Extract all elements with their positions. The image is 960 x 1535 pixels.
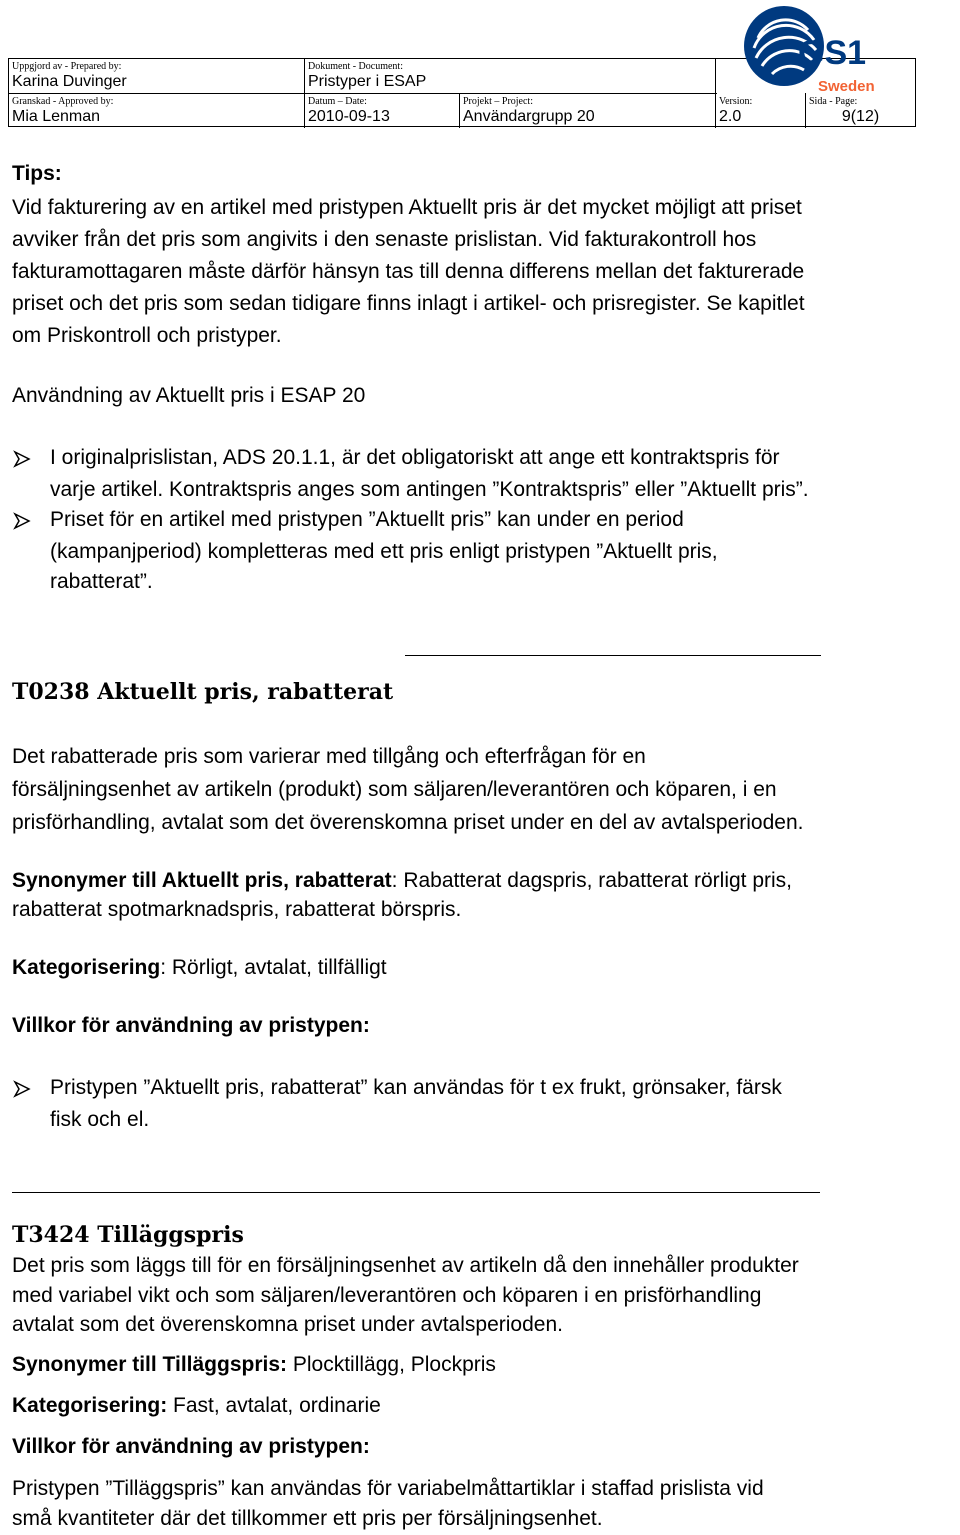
category-label: Kategorisering xyxy=(12,956,161,979)
category-label: Kategorisering: xyxy=(12,1394,168,1417)
synonyms-text: Rabatterat dagspris, rabatterat rörligt pris, xyxy=(397,869,793,892)
prepared-by-value: Karina Duvinger xyxy=(12,73,127,90)
page-value: 9(12) xyxy=(841,108,880,125)
synonyms-label: Synonymer till Tilläggspris: xyxy=(12,1353,288,1376)
t3424-desc-line: Det pris som läggs till för en försäljningsenhet av artikeln då den innehåller produkter xyxy=(12,1254,799,1277)
version-value: 2.0 xyxy=(719,108,742,125)
gs1-wordmark: GS1 xyxy=(798,34,867,72)
t0238-synonyms xyxy=(12,865,792,897)
synonyms-colon: : xyxy=(391,869,398,892)
approved-by-cell xyxy=(9,94,304,128)
category-text: : Rörligt, avtalat, tillfälligt xyxy=(160,956,387,979)
section-separator xyxy=(405,655,821,656)
usage-bullet-line: I originalprislistan, ADS 20.1.1, är det obligatoriskt att ange ett kontraktspris för xyxy=(50,446,780,469)
t0238-desc-line: prisförhandling, avtalat som det överenskomna priset under en del av avtalsperioden. xyxy=(12,811,804,834)
page-cell xyxy=(806,94,915,128)
t3424-category xyxy=(12,1390,381,1422)
t3424-conditions-heading: Villkor för användning av pristypen: xyxy=(12,1435,370,1458)
prepared-by-label: Uppgjord av - Prepared by: xyxy=(12,61,122,72)
t3424-synonyms xyxy=(12,1349,496,1381)
tips-line: om Priskontroll och pristyper. xyxy=(12,324,282,347)
t0238-synonyms-cont: rabatterat spotmarknadspris, rabatterat börspris. xyxy=(12,898,462,921)
document-cell xyxy=(305,59,715,93)
gs1-sweden-logo xyxy=(738,4,888,94)
usage-bullet-line: Priset för en artikel med pristypen ”Aktuellt pris” kan under en period xyxy=(50,508,684,531)
t0238-title: T0238 Aktuellt pris, rabatterat xyxy=(12,679,394,705)
date-value: 2010-09-13 xyxy=(308,108,390,125)
page-label: Sida - Page: xyxy=(809,96,858,107)
project-value: Användargrupp 20 xyxy=(463,108,595,125)
prepared-by-cell xyxy=(9,59,304,93)
t0238-conditions-line: Pristypen ”Aktuellt pris, rabatterat” kan användas för t ex frukt, grönsaker, färsk xyxy=(50,1076,782,1099)
t3424-desc-line: med variabel vikt och som säljaren/leverantören och köparen i en prisförhandling xyxy=(12,1284,762,1307)
t0238-desc-line: Det rabatterade pris som varierar med tillgång och efterfrågan för en xyxy=(12,745,646,768)
tips-line: avviker från det pris som angivits i den senaste prislistan. Vid fakturakontroll hos xyxy=(12,228,757,251)
t0238-conditions-heading: Villkor för användning av pristypen: xyxy=(12,1014,370,1037)
tips-heading: Tips: xyxy=(12,162,62,185)
arrowhead-bullet-icon xyxy=(12,1079,32,1099)
usage-bullet-line: varje artikel. Kontraktspris anges som antingen ”Kontraktspris” eller ”Aktuellt pris”. xyxy=(50,478,809,501)
t3424-conditions-line: små kvantiteter där det tillkommer ett pris per försäljningsenhet. xyxy=(12,1507,603,1530)
usage-bullet-line: (kampanjperiod) kompletteras med ett pris enligt pristypen ”Aktuellt pris, xyxy=(50,540,718,563)
category-text: Fast, avtalat, ordinarie xyxy=(167,1394,381,1417)
sweden-wordmark: Sweden xyxy=(818,78,875,94)
t3424-title: T3424 Tilläggspris xyxy=(12,1222,244,1248)
date-label: Datum – Date: xyxy=(308,96,367,107)
synonyms-label: Synonymer till Aktuellt pris, rabatterat xyxy=(12,869,392,892)
approved-by-value: Mia Lenman xyxy=(12,108,101,125)
section-separator xyxy=(12,1192,820,1193)
arrowhead-bullet-icon xyxy=(12,449,32,469)
usage-bullet-line: rabatterat”. xyxy=(50,570,153,593)
tips-line: priset och det pris som sedan tidigare finns inlagt i artikel- och prisregister. Se kapitlet xyxy=(12,292,805,315)
project-cell xyxy=(460,94,715,128)
document-value: Pristyper i ESAP xyxy=(308,73,427,90)
t3424-conditions-line: Pristypen ”Tilläggspris” kan användas för variabelmåttartiklar i staffad prislista vid xyxy=(12,1477,764,1500)
version-label: Version: xyxy=(719,96,753,107)
synonyms-text: Plocktillägg, Plockpris xyxy=(287,1353,496,1376)
usage-heading: Användning av Aktuellt pris i ESAP 20 xyxy=(12,384,366,407)
document-label: Dokument - Document: xyxy=(308,61,403,72)
t3424-desc-line: avtalat som det överenskomna priset under avtalsperioden. xyxy=(12,1313,563,1336)
version-cell xyxy=(716,94,805,128)
tips-line: fakturamottagaren måste därför hänsyn tas till denna differens mellan det fakturerade xyxy=(12,260,805,283)
t0238-conditions-line: fisk och el. xyxy=(50,1108,150,1131)
project-label: Projekt – Project: xyxy=(463,96,533,107)
t0238-desc-line: försäljningsenhet av artikeln (produkt) som säljaren/leverantören och köparen, i en xyxy=(12,778,777,801)
date-cell xyxy=(305,94,459,128)
t0238-category xyxy=(12,952,387,984)
tips-line: Vid fakturering av en artikel med pristypen Aktuellt pris är det mycket möjligt att priset xyxy=(12,196,802,219)
approved-by-label: Granskad - Approved by: xyxy=(12,96,114,107)
arrowhead-bullet-icon xyxy=(12,511,32,531)
